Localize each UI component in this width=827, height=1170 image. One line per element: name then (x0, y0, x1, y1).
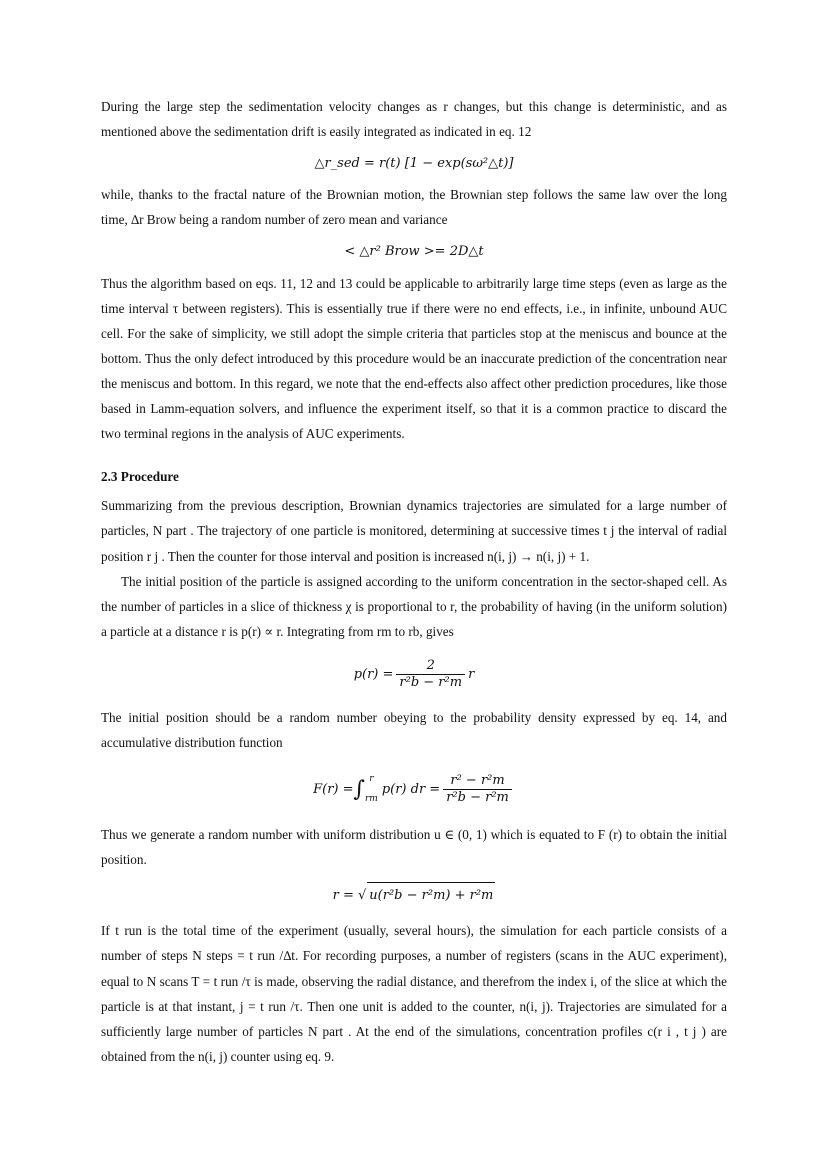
eq14-tail: r (468, 667, 475, 683)
equation-15 (101, 762, 727, 816)
eq14-fraction (396, 658, 465, 691)
eq15-denominator: r²b − r²m (446, 789, 509, 805)
paragraph-summary: Summarizing from the previous description, Brownian dynamics trajectories are simulated for a large number of particles, N part . The trajectory of one particle is monitored, determining at successive times t j the interval of radial position r j . Then the counter for those interval and position is increased n(i, j) → n(i, j) + 1. (101, 498, 727, 564)
paragraph-algorithm: Thus the algorithm based on eqs. 11, 12 and 13 could be applicable to arbitrarily large time steps (even as large as the time interval τ between registers). This is essentially true if there were no end effects, i.e., in infinite, unbound AUC cell. For the sake of simplicity, we still adopt the simple criteria that particles stop at the meniscus and bounce at the bottom. Thus the only defect introduced by this procedure would be an inaccurate prediction of the concentration near the meniscus and bottom. In this regard, we note that the end-effects also affect other prediction procedures, like those based in Lamm-equation solvers, and influence the experiment itself, so that it is a common practice to discard the two terminal regions in the analysis of AUC experiments. (101, 275, 727, 442)
eq16-radicand: u(r²b − r²m) + r²m (367, 882, 495, 908)
eq15-limits (365, 769, 378, 809)
eq14-numerator: 2 (396, 658, 465, 675)
equation-12: △r_sed = r(t) [1 − exp(sω²△t)] (314, 156, 514, 172)
sqrt-icon: √ (358, 888, 367, 904)
eq14-lhs: p(r) = (353, 667, 394, 683)
equation-14 (101, 651, 727, 699)
section-heading: 2.3 Procedure (101, 469, 179, 485)
equation-16 (101, 882, 727, 908)
eq15-lower-limit: rm (364, 794, 378, 805)
eq15-mid: p(r) dr = (381, 781, 441, 797)
paragraph-distribution: The initial position should be a random number obeying to the probability density expressed by eq. 14, and accumulative distribution function (101, 709, 727, 750)
document-page (101, 94, 727, 1069)
paragraph-simulation: If t run is the total time of the experiment (usually, several hours), the simulation for each particle consists of a number of steps N steps = t run /∆t. For recording purposes, a number of registers (scans in the AUC experiment), equal to N scans T = t run /τ is made, observing the radial distance, and therefrom the index i, of the slice at which the particle is at that instant, j = t run /τ. Then one unit is added to the counter, n(i, j). Trajectories are simulated for a sufficiently large number of particles N part . At the end of the simulations, concentration profiles c(r i , t j ) are obtained from the n(i, j) counter using eq. 9. (101, 923, 727, 1064)
paragraph-sedimentation: During the large step the sedimentation velocity changes as r changes, but this change is deterministic, and as mentioned above the sedimentation drift is easily integrated as indicated in eq. 12 (101, 99, 727, 140)
paragraph-random-number: Thus we generate a random number with uniform distribution u ∈ (0, 1) which is equated to F (r) to obtain the initial position. (101, 827, 727, 868)
paragraph-initial-position: The initial position of the particle is assigned according to the uniform concentration in the sector-shaped cell. As the number of particles in a slice of thickness χ is proportional to r, the probability of having (in the uniform solution) a particle at a distance r is p(r) ∝ r. Integrating from rm to rb, gives (101, 573, 727, 639)
eq15-lhs: F(r) = (313, 781, 354, 797)
eq15-fraction (443, 773, 512, 806)
eq16-lhs: r = (332, 888, 354, 904)
equation-13: < △r² Brow >= 2D△t (344, 244, 484, 260)
eq15-numerator: r² − r²m (443, 773, 512, 790)
integral-sign: ∫ (353, 776, 365, 802)
eq15-upper-limit: r (369, 774, 374, 785)
eq14-denominator: r²b − r²m (399, 675, 463, 691)
paragraph-brownian: while, thanks to the fractal nature of the Brownian motion, the Brownian step follows the same law over the long time, ∆r Brow being a random number of zero mean and variance (101, 187, 727, 228)
